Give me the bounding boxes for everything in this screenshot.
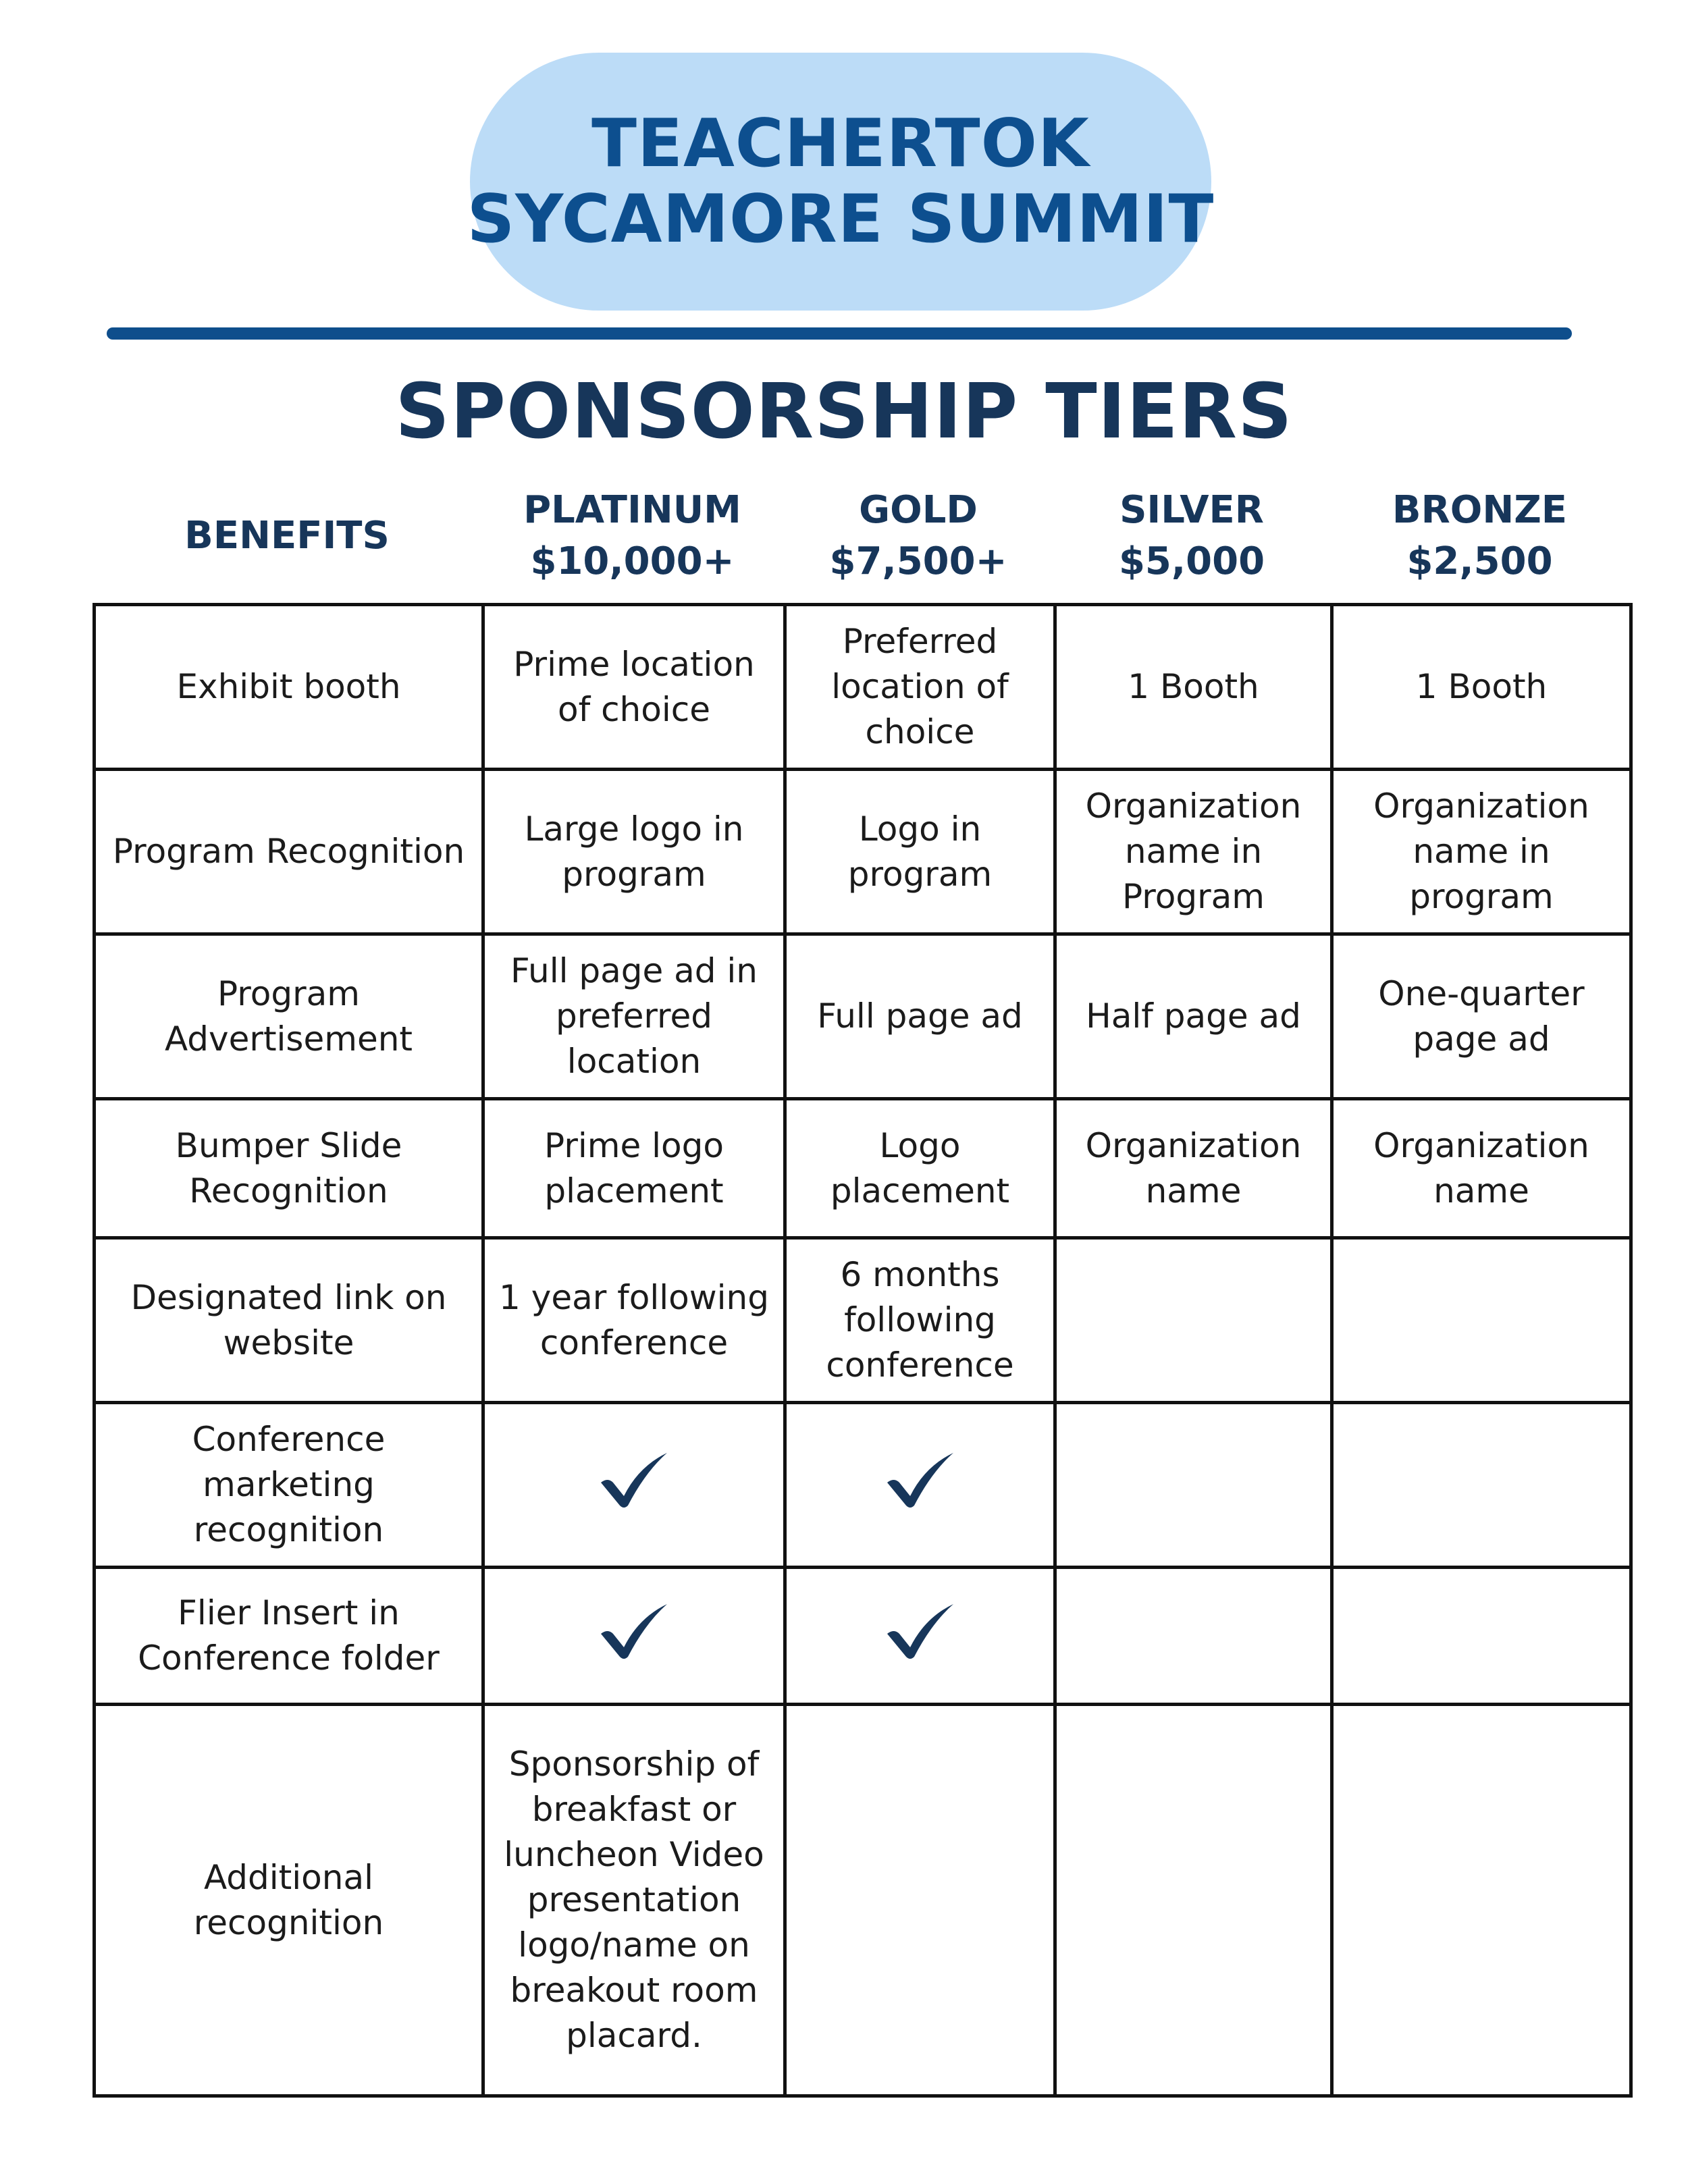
table-row [95,934,1631,1099]
tier-header-bronze [1330,485,1629,587]
table-row [95,1568,1631,1705]
bronze-cell [1332,1568,1631,1705]
benefit-cell: Program Advertisement [95,934,483,1099]
tier-header-gold [783,485,1053,587]
event-title-line-1: TEACHERTOK [591,105,1090,182]
silver-cell: Organization name [1055,1099,1332,1238]
table-row [95,1238,1631,1403]
platinum-cell: 1 year following conference [483,1238,785,1403]
bronze-cell: Organization name in program [1332,770,1631,934]
silver-cell [1055,1403,1332,1568]
silver-cell: Half page ad [1055,934,1332,1099]
platinum-cell: Prime logo placement [483,1099,785,1238]
table-row [95,1403,1631,1568]
benefit-cell: Program Recognition [95,770,483,934]
checkmark-icon [883,1600,957,1661]
gold-cell [785,1403,1055,1568]
tier-name: PLATINUM [523,488,741,532]
tier-header-platinum [481,485,783,587]
tier-name: GOLD [859,488,978,532]
tier-price: $5,000 [1118,539,1265,583]
bronze-cell: 1 Booth [1332,605,1631,770]
bronze-cell [1332,1238,1631,1403]
silver-cell [1055,1705,1332,2096]
benefit-cell: Designated link on website [95,1238,483,1403]
silver-cell [1055,1238,1332,1403]
page-title: SPONSORSHIP TIERS [395,368,1293,456]
platinum-cell [483,1403,785,1568]
bronze-cell: One-quarter page ad [1332,934,1631,1099]
gold-cell: Logo placement [785,1099,1055,1238]
event-title-line-2: SYCAMORE SUMMIT [467,181,1215,258]
benefit-cell: Exhibit booth [95,605,483,770]
table-row [95,1705,1631,2096]
tier-name: BRONZE [1392,488,1568,532]
divider-rule [107,327,1572,340]
platinum-cell: Large logo in program [483,770,785,934]
silver-cell [1055,1568,1332,1705]
platinum-cell: Sponsorship of breakfast or luncheon Video presentation logo/name on breakout room placard. [483,1705,785,2096]
table-row [95,605,1631,770]
platinum-cell [483,1568,785,1705]
tier-name: SILVER [1119,488,1264,532]
benefit-cell: Bumper Slide Recognition [95,1099,483,1238]
checkmark-icon [597,1600,671,1661]
platinum-cell: Prime location of choice [483,605,785,770]
gold-cell: 6 months following conference [785,1238,1055,1403]
silver-cell: 1 Booth [1055,605,1332,770]
benefit-cell: Conference marketing recognition [95,1403,483,1568]
benefits-column-header: BENEFITS [184,514,390,558]
tier-price: $2,500 [1406,539,1553,583]
tier-price: $7,500+ [829,539,1007,583]
bronze-cell [1332,1403,1631,1568]
bronze-cell [1332,1705,1631,2096]
table-row [95,1099,1631,1238]
gold-cell [785,1705,1055,2096]
bronze-cell: Organization name [1332,1099,1631,1238]
sponsorship-table [93,603,1633,2098]
benefit-cell: Additional recognition [95,1705,483,2096]
silver-cell: Organization name in Program [1055,770,1332,934]
tier-price: $10,000+ [530,539,735,583]
gold-cell: Preferred location of choice [785,605,1055,770]
gold-cell: Full page ad [785,934,1055,1099]
benefit-cell: Flier Insert in Conference folder [95,1568,483,1705]
tier-header-silver [1053,485,1330,587]
checkmark-icon [597,1449,671,1510]
table-row [95,770,1631,934]
gold-cell: Logo in program [785,770,1055,934]
platinum-cell: Full page ad in preferred location [483,934,785,1099]
gold-cell [785,1568,1055,1705]
checkmark-icon [883,1449,957,1510]
event-title-badge [467,53,1215,311]
